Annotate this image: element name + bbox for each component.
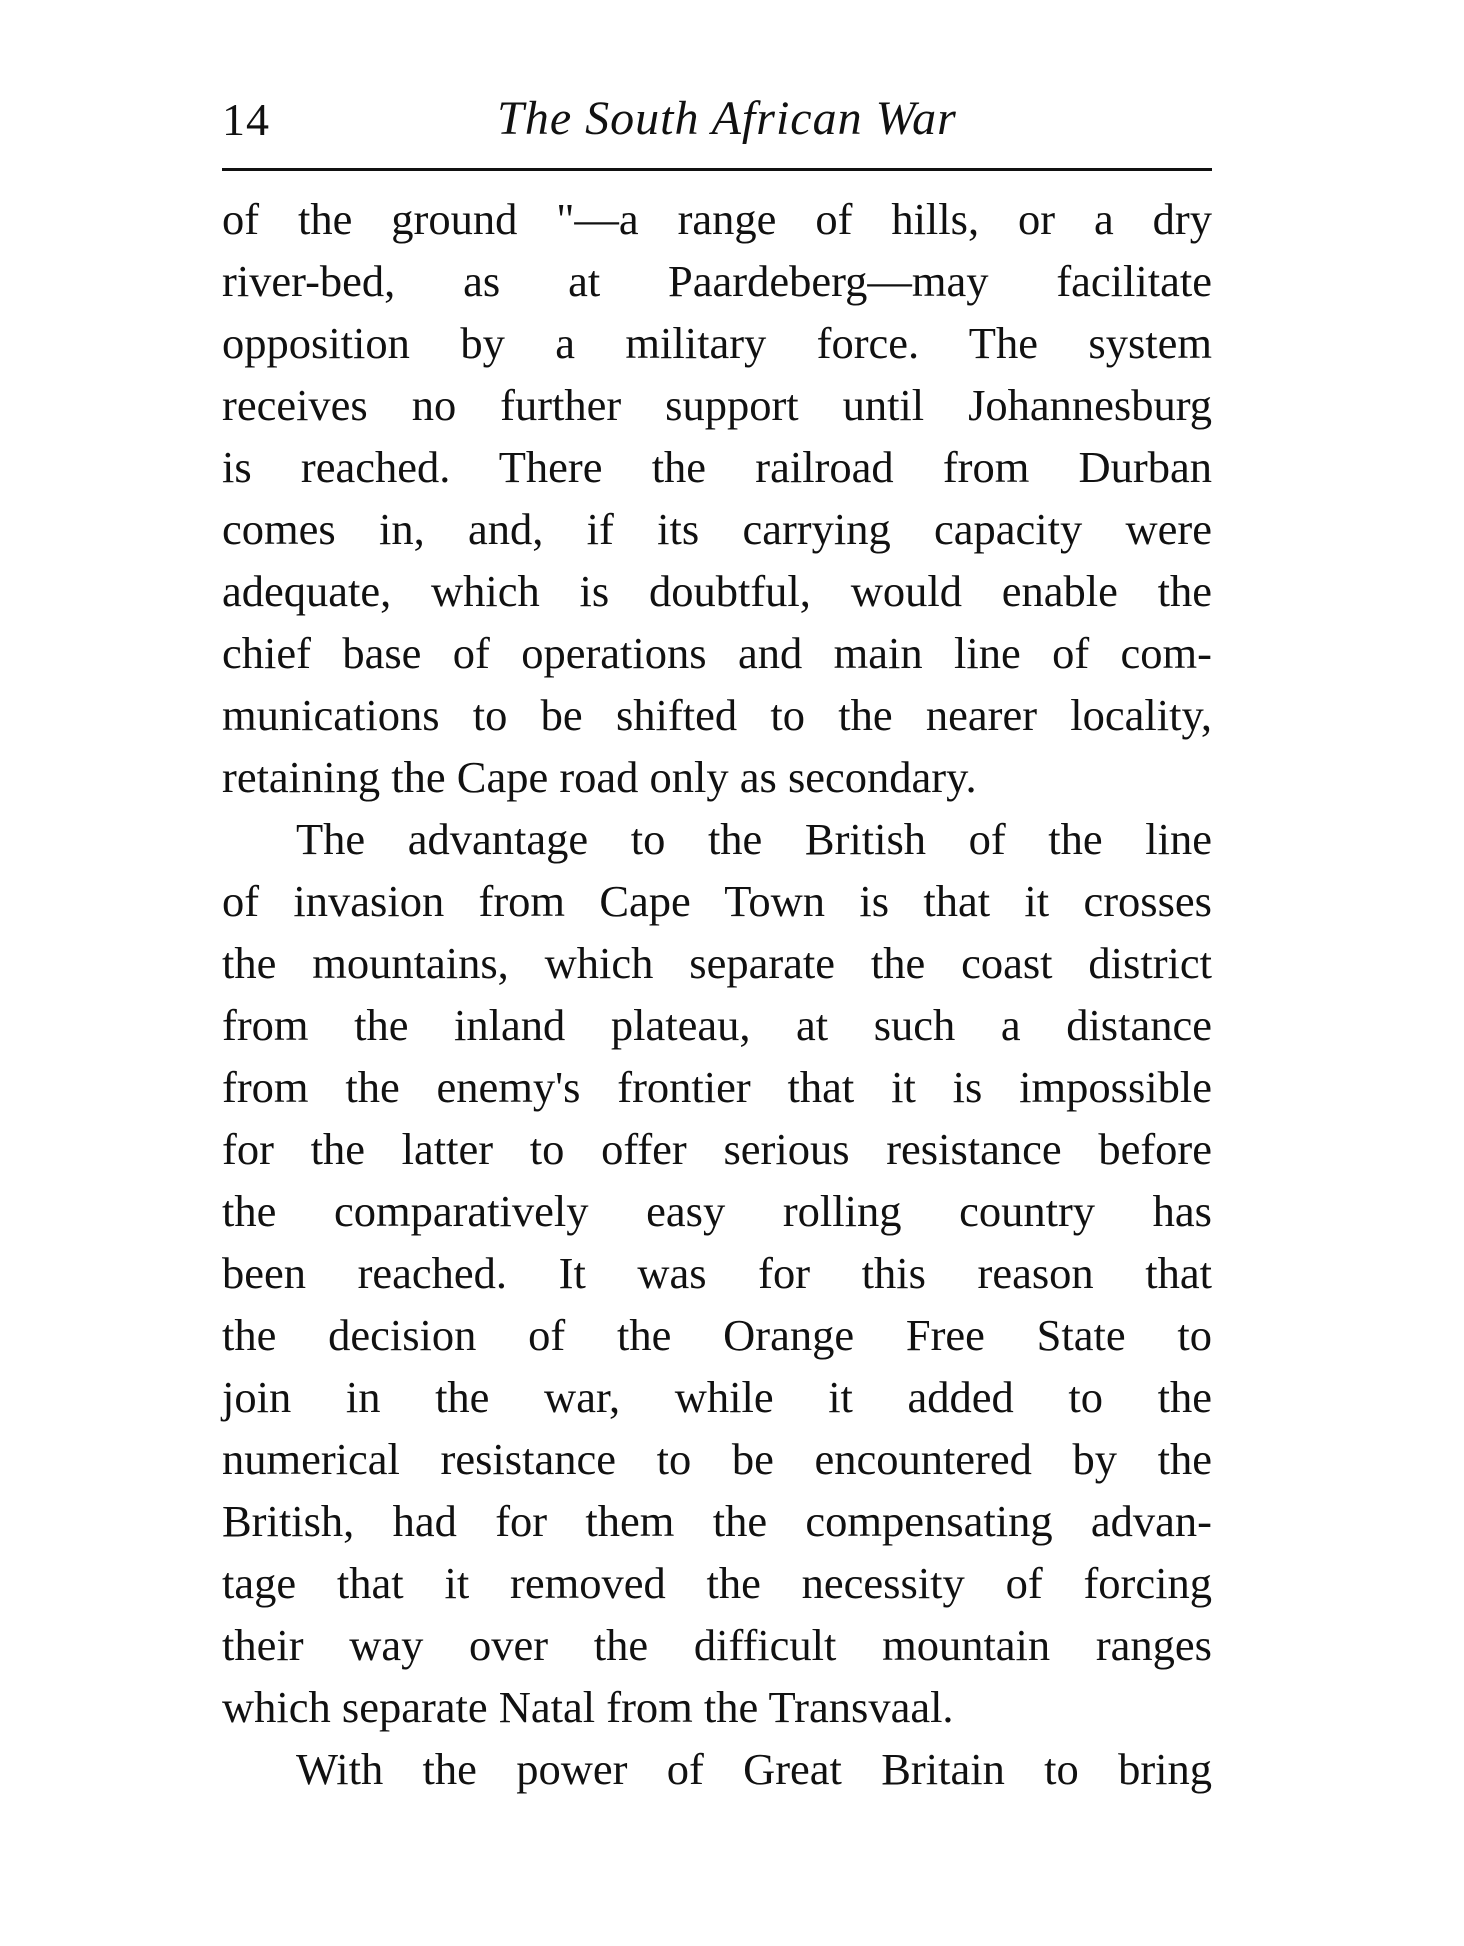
text-line: With the power of Great Britain to bring [296, 1744, 1212, 1794]
text-line: the decision of the Orange Free State to [222, 1310, 1212, 1360]
body-text [222, 188, 1212, 1800]
text-line: comes in, and, if its carrying capacity were [222, 504, 1212, 554]
paragraph-2 [222, 808, 1212, 1738]
text-line: munications to be shifted to the nearer locality, [222, 690, 1212, 740]
text-line: from the inland plateau, at such a distance [222, 1000, 1212, 1050]
text-line: been reached. It was for this reason that [222, 1248, 1212, 1298]
text-line: numerical resistance to be encountered by the [222, 1434, 1212, 1484]
text-line: river-bed, as at Paardeberg—may facilitate [222, 256, 1212, 306]
page-number: 14 [222, 94, 270, 145]
text-line: the comparatively easy rolling country has [222, 1186, 1212, 1236]
text-line: retaining the Cape road only as secondary. [222, 752, 977, 802]
text-line: of invasion from Cape Town is that it crosses [222, 876, 1212, 926]
header-rule [222, 168, 1212, 171]
text-line: receives no further support until Johannesburg [222, 380, 1212, 430]
text-line: adequate, which is doubtful, would enable the [222, 566, 1212, 616]
text-line: British, had for them the compensating advan- [222, 1496, 1212, 1546]
text-line: from the enemy's frontier that it is impossible [222, 1062, 1212, 1112]
text-line: their way over the difficult mountain ranges [222, 1620, 1212, 1670]
text-line: chief base of operations and main line of com- [222, 628, 1212, 678]
text-line: The advantage to the British of the line [296, 814, 1212, 864]
text-line: which separate Natal from the Transvaal. [222, 1682, 954, 1732]
text-line: is reached. There the railroad from Durban [222, 442, 1212, 492]
text-line: the mountains, which separate the coast district [222, 938, 1212, 988]
text-line: opposition by a military force. The system [222, 318, 1212, 368]
text-line: tage that it removed the necessity of forcing [222, 1558, 1212, 1608]
paragraph-1 [222, 188, 1212, 808]
text-line: join in the war, while it added to the [222, 1372, 1212, 1422]
text-line: for the latter to offer serious resistance before [222, 1124, 1212, 1174]
running-header [222, 82, 1212, 152]
paragraph-3 [222, 1738, 1212, 1800]
running-title: The South African War [497, 92, 957, 145]
text-line: of the ground "—a range of hills, or a dry [222, 194, 1212, 244]
